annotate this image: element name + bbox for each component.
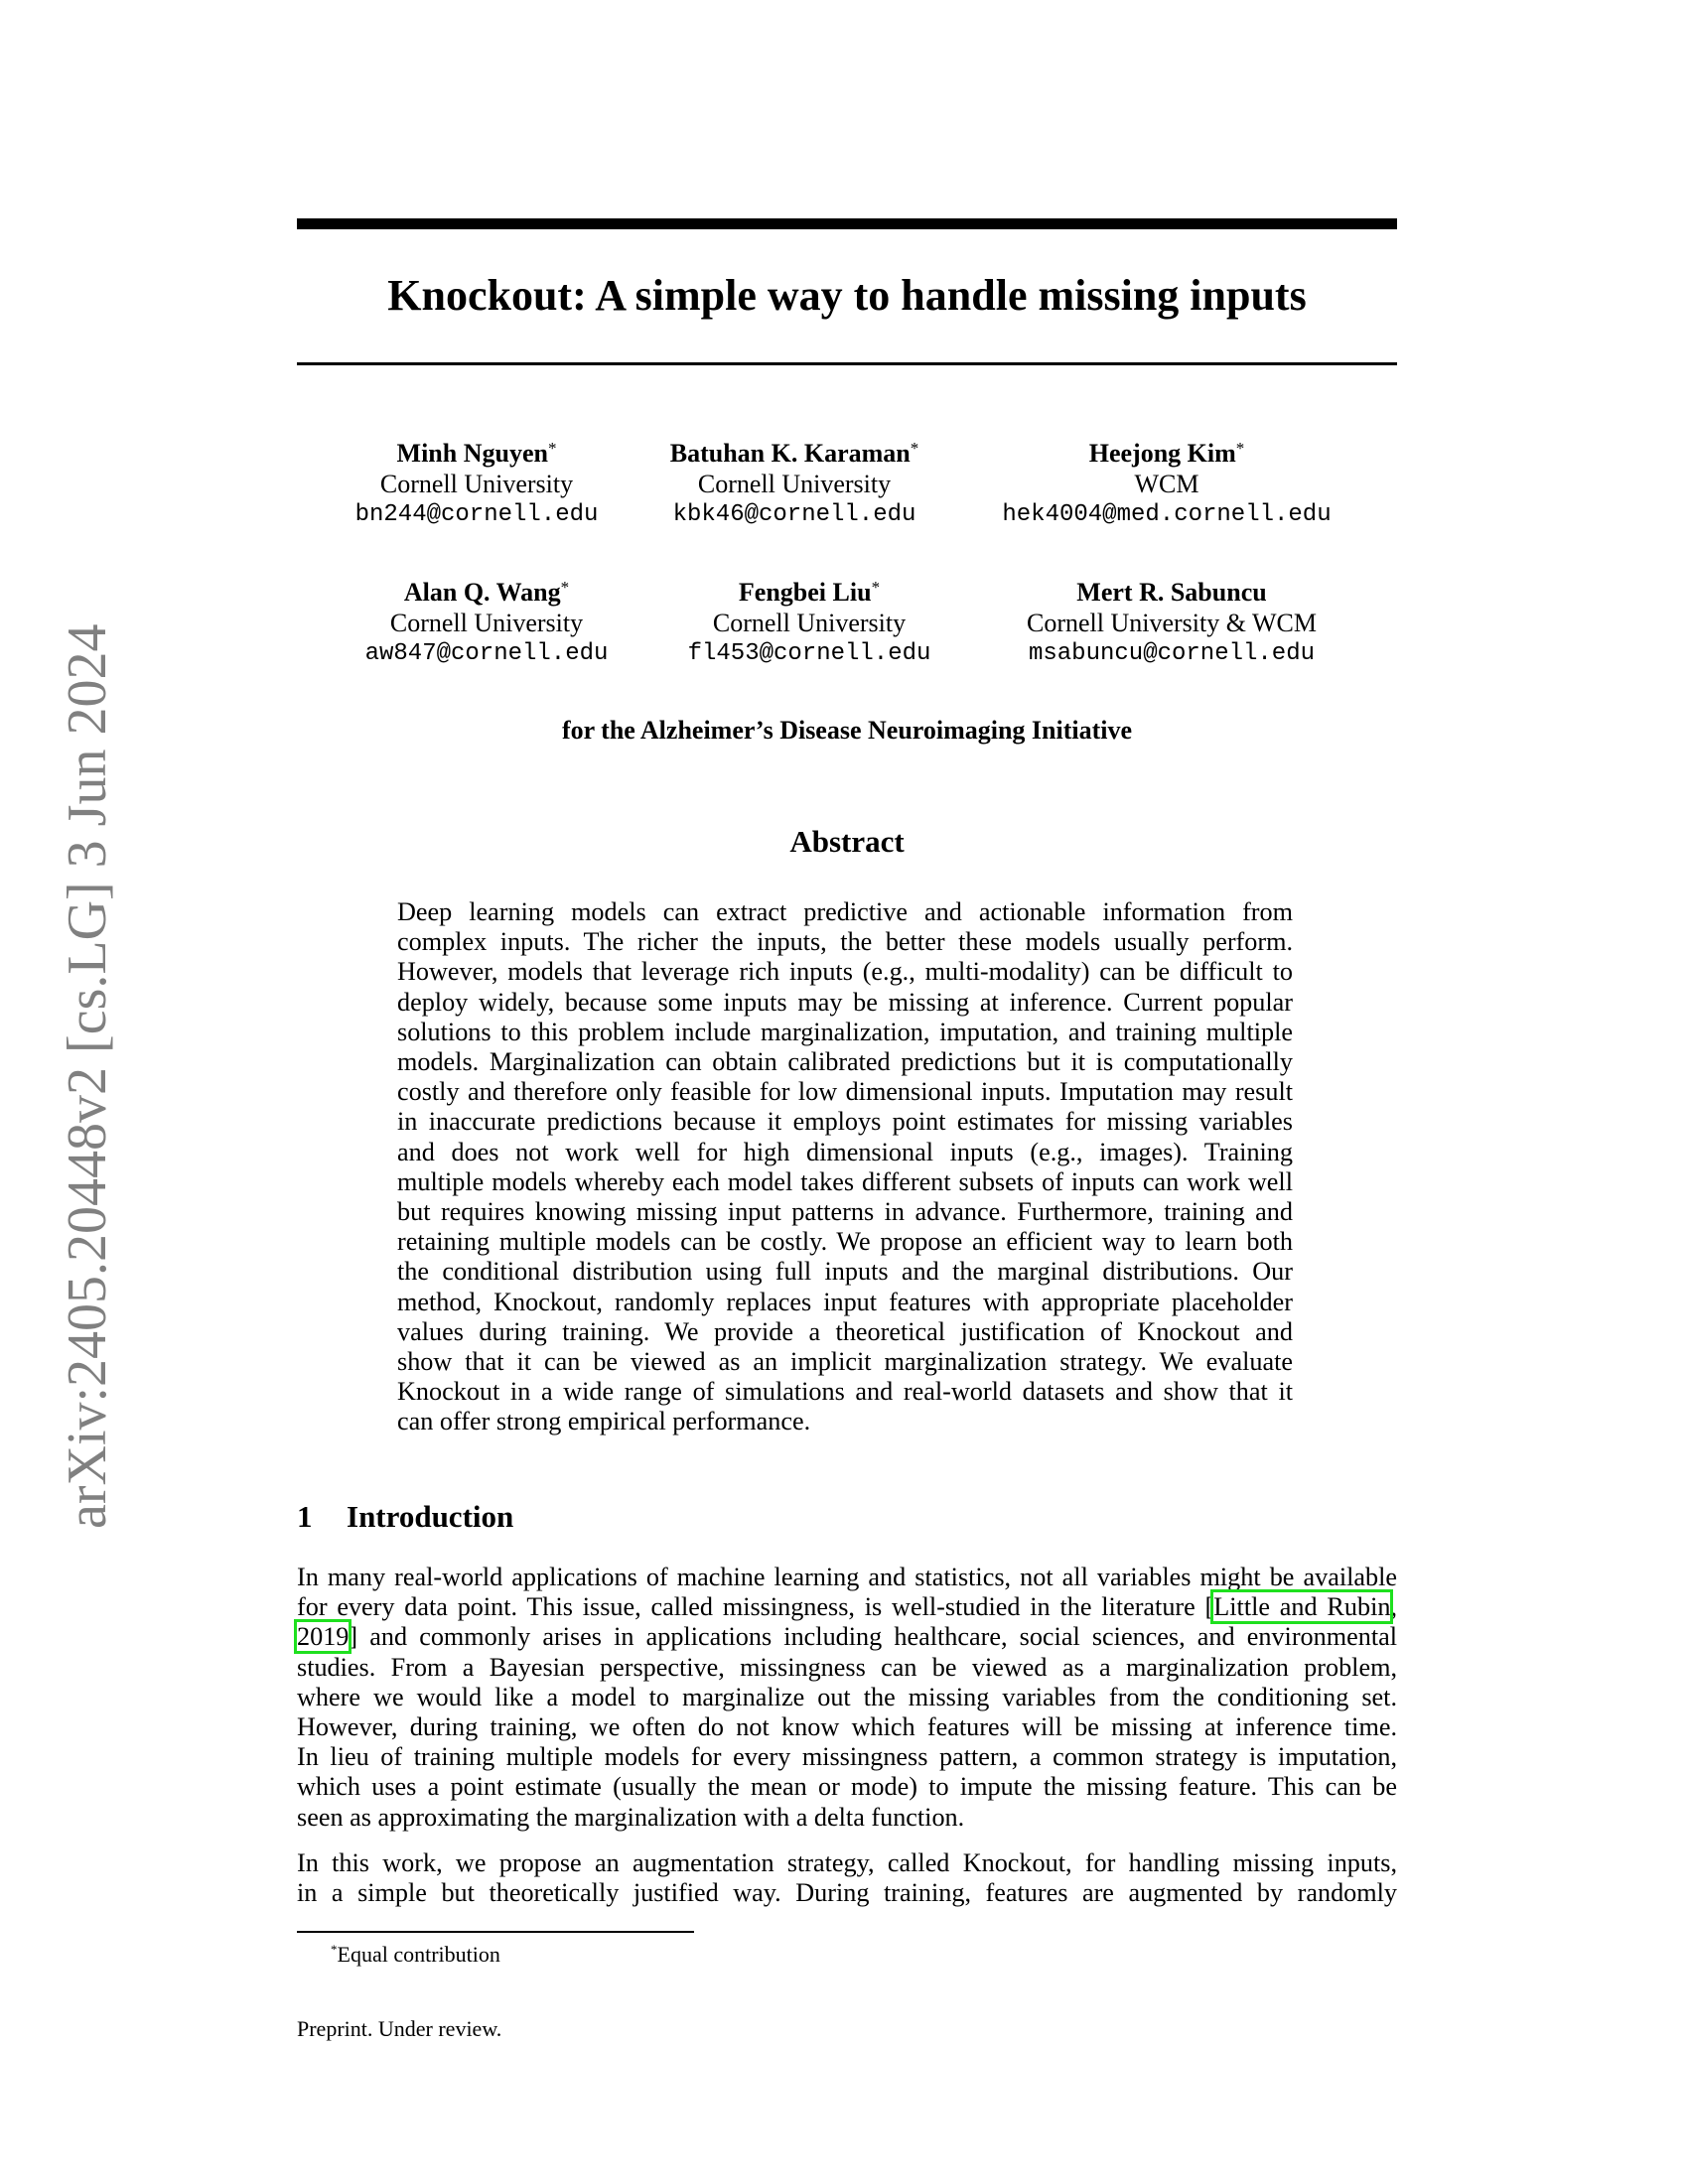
abstract-line: deploy widely, because some inputs may be missing at inference. Current popular: [397, 987, 1293, 1017]
abstract-line: However, models that leverage rich inputs (e.g., multi-modality) can be difficult to: [397, 957, 1293, 987]
paragraph-line: In many real-world applications of machine learning and statistics, not all variables might be available: [297, 1563, 1397, 1591]
author-email: bn244@cornell.edu: [354, 501, 599, 528]
title-top-rule: [297, 218, 1397, 229]
paragraph-line: for every data point. This issue, called missingness, is well-studied in the literature [Little and Rubin,: [297, 1592, 1397, 1622]
paragraph-line: in a simple but theoretically justified way. During training, features are augmented by randomly: [297, 1878, 1397, 1908]
abstract-line: Deep learning models can extract predictive and actionable information from: [397, 897, 1293, 926]
citation-link[interactable]: Little and Rubin: [1213, 1592, 1391, 1622]
author-block: [328, 433, 626, 530]
abstract-line: values during training. We provide a theoretical justification of Knockout and: [397, 1316, 1293, 1346]
paragraph-line: In this work, we propose an augmentation strategy, called Knockout, for handling missing inputs,: [297, 1848, 1397, 1877]
paragraph-line: However, during training, we often do not know which features will be missing at inference time.: [297, 1712, 1397, 1742]
abstract-body: [397, 897, 1293, 1437]
abstract-line: show that it can be viewed as an implicit marginalization strategy. We evaluate: [397, 1347, 1293, 1377]
paragraph-line: In lieu of training multiple models for every missingness pattern, a common strategy is imputation,: [297, 1742, 1397, 1772]
author-name: Mert R. Sabuncu: [1076, 578, 1267, 607]
paragraph-line: studies. From a Bayesian perspective, missingness can be viewed as a marginalization problem,: [297, 1652, 1397, 1682]
abstract-line: in inaccurate predictions because it employs point estimates for missing variables: [397, 1107, 1293, 1137]
consortium-line: for the Alzheimer’s Disease Neuroimaging Initiative: [561, 716, 1133, 745]
author-affiliation: Cornell University: [389, 609, 584, 637]
arxiv-identifier-stamp: arXiv:2405.20448v2 [cs.LG] 3 Jun 2024: [57, 623, 118, 1529]
abstract-heading: Abstract: [789, 824, 905, 859]
section-title: Introduction: [347, 1499, 514, 1534]
author-affiliation: Cornell University: [712, 609, 907, 637]
author-email: fl453@cornell.edu: [687, 640, 931, 667]
author-affiliation: WCM: [1134, 470, 1199, 498]
paragraph-line: which uses a point estimate (usually the mean or mode) to impute the missing feature. This can be: [297, 1772, 1397, 1802]
abstract-line: can offer strong empirical performance.: [397, 1407, 811, 1436]
author-name: Fengbei Liu*: [738, 578, 881, 607]
abstract-line: and does not work well for high dimensional inputs (e.g., images). Training: [397, 1137, 1293, 1166]
abstract-line: solutions to this problem include marginalization, imputation, and training multiple: [397, 1017, 1293, 1046]
citation-link-year[interactable]: 2019: [297, 1622, 350, 1652]
author-email: hek4004@med.cornell.edu: [1002, 501, 1332, 528]
footnote-rule: [297, 1931, 694, 1933]
paper-title: Knockout: A simple way to handle missing inputs: [387, 271, 1307, 320]
author-affiliation: Cornell University & WCM: [1026, 609, 1317, 637]
section-number: 1: [297, 1499, 313, 1534]
abstract-line: retaining multiple models can be costly. We propose an efficient way to learn both: [397, 1227, 1293, 1257]
abstract-line: models. Marginalization can obtain calibrated predictions but it is computationally: [397, 1047, 1293, 1077]
author-email: kbk46@cornell.edu: [672, 501, 916, 528]
footnote: *Equal contribution: [331, 1942, 500, 1967]
abstract-line: the conditional distribution using full inputs and the marginal distributions. Our: [397, 1257, 1293, 1287]
author-name: Heejong Kim*: [1088, 439, 1245, 468]
author-affiliation: Cornell University: [379, 470, 574, 498]
author-block: [645, 433, 943, 530]
section-heading-introduction: [297, 1497, 513, 1537]
abstract-line: multiple models whereby each model takes different subsets of inputs can work well: [397, 1166, 1293, 1196]
author-name: Minh Nguyen*: [396, 439, 557, 468]
paragraph-line: where we would like a model to marginalize out the missing variables from the conditioning set.: [297, 1682, 1397, 1711]
author-email: msabuncu@cornell.edu: [1028, 640, 1316, 667]
abstract-line: but requires knowing missing input patterns in advance. Furthermore, training and: [397, 1197, 1293, 1227]
author-block: [983, 433, 1350, 530]
intro-paragraph-1: [297, 1563, 1397, 1833]
author-name: Batuhan K. Karaman*: [669, 439, 919, 468]
intro-paragraph-2: [297, 1848, 1397, 1908]
paragraph-line: 2019] and commonly arises in applications including healthcare, social sciences, and environmental: [297, 1622, 1397, 1652]
abstract-line: complex inputs. The richer the inputs, the better these models usually perform.: [397, 927, 1293, 957]
author-affiliation: Cornell University: [697, 470, 892, 498]
title-bottom-rule: [297, 362, 1397, 365]
preprint-notice: Preprint. Under review.: [297, 2016, 502, 2041]
author-block: [660, 572, 958, 669]
author-block: [993, 572, 1350, 669]
abstract-line: costly and therefore only feasible for low dimensional inputs. Imputation may result: [397, 1077, 1293, 1107]
paragraph-line: seen as approximating the marginalization with a delta function.: [297, 1802, 965, 1832]
author-email: aw847@cornell.edu: [364, 640, 609, 667]
abstract-line: method, Knockout, randomly replaces input features with appropriate placeholder: [397, 1287, 1293, 1316]
author-name: Alan Q. Wang*: [403, 578, 570, 607]
author-block: [338, 572, 635, 669]
abstract-line: Knockout in a wide range of simulations and real-world datasets and show that it: [397, 1377, 1293, 1407]
